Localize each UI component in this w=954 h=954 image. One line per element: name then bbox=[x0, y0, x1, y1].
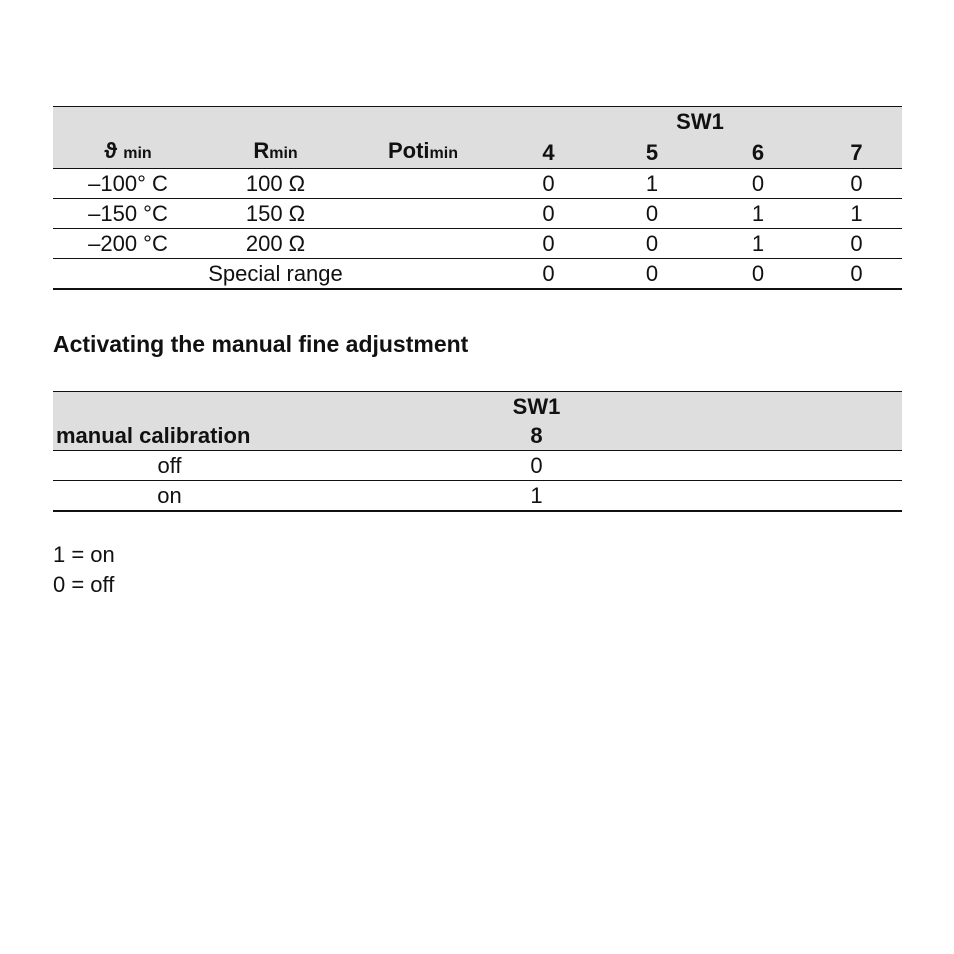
poti-cell bbox=[348, 169, 498, 199]
sw-col-header-6: 6 bbox=[705, 136, 811, 169]
sw-cell: 1 bbox=[705, 229, 811, 259]
r-cell: 100 Ω bbox=[203, 169, 348, 199]
sw-cell: 0 bbox=[498, 229, 599, 259]
sw-cell: 0 bbox=[811, 229, 902, 259]
sw-cell: 0 bbox=[498, 259, 599, 290]
sw-cell: 0 bbox=[705, 169, 811, 199]
sw-cell: 0 bbox=[599, 199, 705, 229]
calibration-state-cell: off bbox=[53, 451, 286, 481]
sw-cell: 0 bbox=[599, 229, 705, 259]
legend-on: 1 = on bbox=[53, 542, 115, 567]
sw-cell: 1 bbox=[811, 199, 902, 229]
theta-cell: –150 °C bbox=[53, 199, 203, 229]
sw-col-header-5: 5 bbox=[599, 136, 705, 169]
sw-cell: 0 bbox=[498, 199, 599, 229]
table-header-row bbox=[53, 136, 902, 169]
legend-off: 0 = off bbox=[53, 572, 115, 597]
table-row bbox=[53, 229, 902, 259]
r-cell: 200 Ω bbox=[203, 229, 348, 259]
sw-cell: 0 bbox=[811, 169, 902, 199]
manual-calibration-header: manual calibration bbox=[53, 421, 286, 451]
table-header-row bbox=[53, 392, 902, 422]
table-row bbox=[53, 169, 902, 199]
manual-calibration-table bbox=[53, 391, 902, 512]
sw-cell: 0 bbox=[498, 169, 599, 199]
sw-cell: 0 bbox=[811, 259, 902, 290]
sw-cell: 0 bbox=[422, 451, 651, 481]
sw-col-header-8: 8 bbox=[422, 421, 651, 451]
special-range-label: Special range bbox=[53, 259, 498, 290]
sw1-header: SW1 bbox=[422, 392, 651, 422]
theta-cell: –200 °C bbox=[53, 229, 203, 259]
r-cell: 150 Ω bbox=[203, 199, 348, 229]
sw-col-header-7: 7 bbox=[811, 136, 902, 169]
poti-cell bbox=[348, 229, 498, 259]
calibration-state-cell: on bbox=[53, 481, 286, 512]
r-min-header: Rmin bbox=[203, 136, 348, 169]
table-row bbox=[53, 451, 902, 481]
theta-cell: –100° C bbox=[53, 169, 203, 199]
table-row bbox=[53, 481, 902, 512]
sw-col-header-4: 4 bbox=[498, 136, 599, 169]
section-heading: Activating the manual fine adjustment bbox=[53, 331, 469, 357]
poti-cell bbox=[348, 199, 498, 229]
theta-min-header: ϑ min bbox=[53, 136, 203, 169]
table-header-row bbox=[53, 421, 902, 451]
sw1-group-header: SW1 bbox=[498, 107, 902, 137]
range-switch-table bbox=[53, 106, 902, 290]
table-row bbox=[53, 199, 902, 229]
sw-cell: 0 bbox=[705, 259, 811, 290]
table-header-row bbox=[53, 107, 902, 137]
sw-cell: 1 bbox=[705, 199, 811, 229]
table-row-special-range bbox=[53, 259, 902, 290]
poti-min-header: Potimin bbox=[348, 136, 498, 169]
sw-cell: 1 bbox=[422, 481, 651, 512]
sw-cell: 1 bbox=[599, 169, 705, 199]
sw-cell: 0 bbox=[599, 259, 705, 290]
